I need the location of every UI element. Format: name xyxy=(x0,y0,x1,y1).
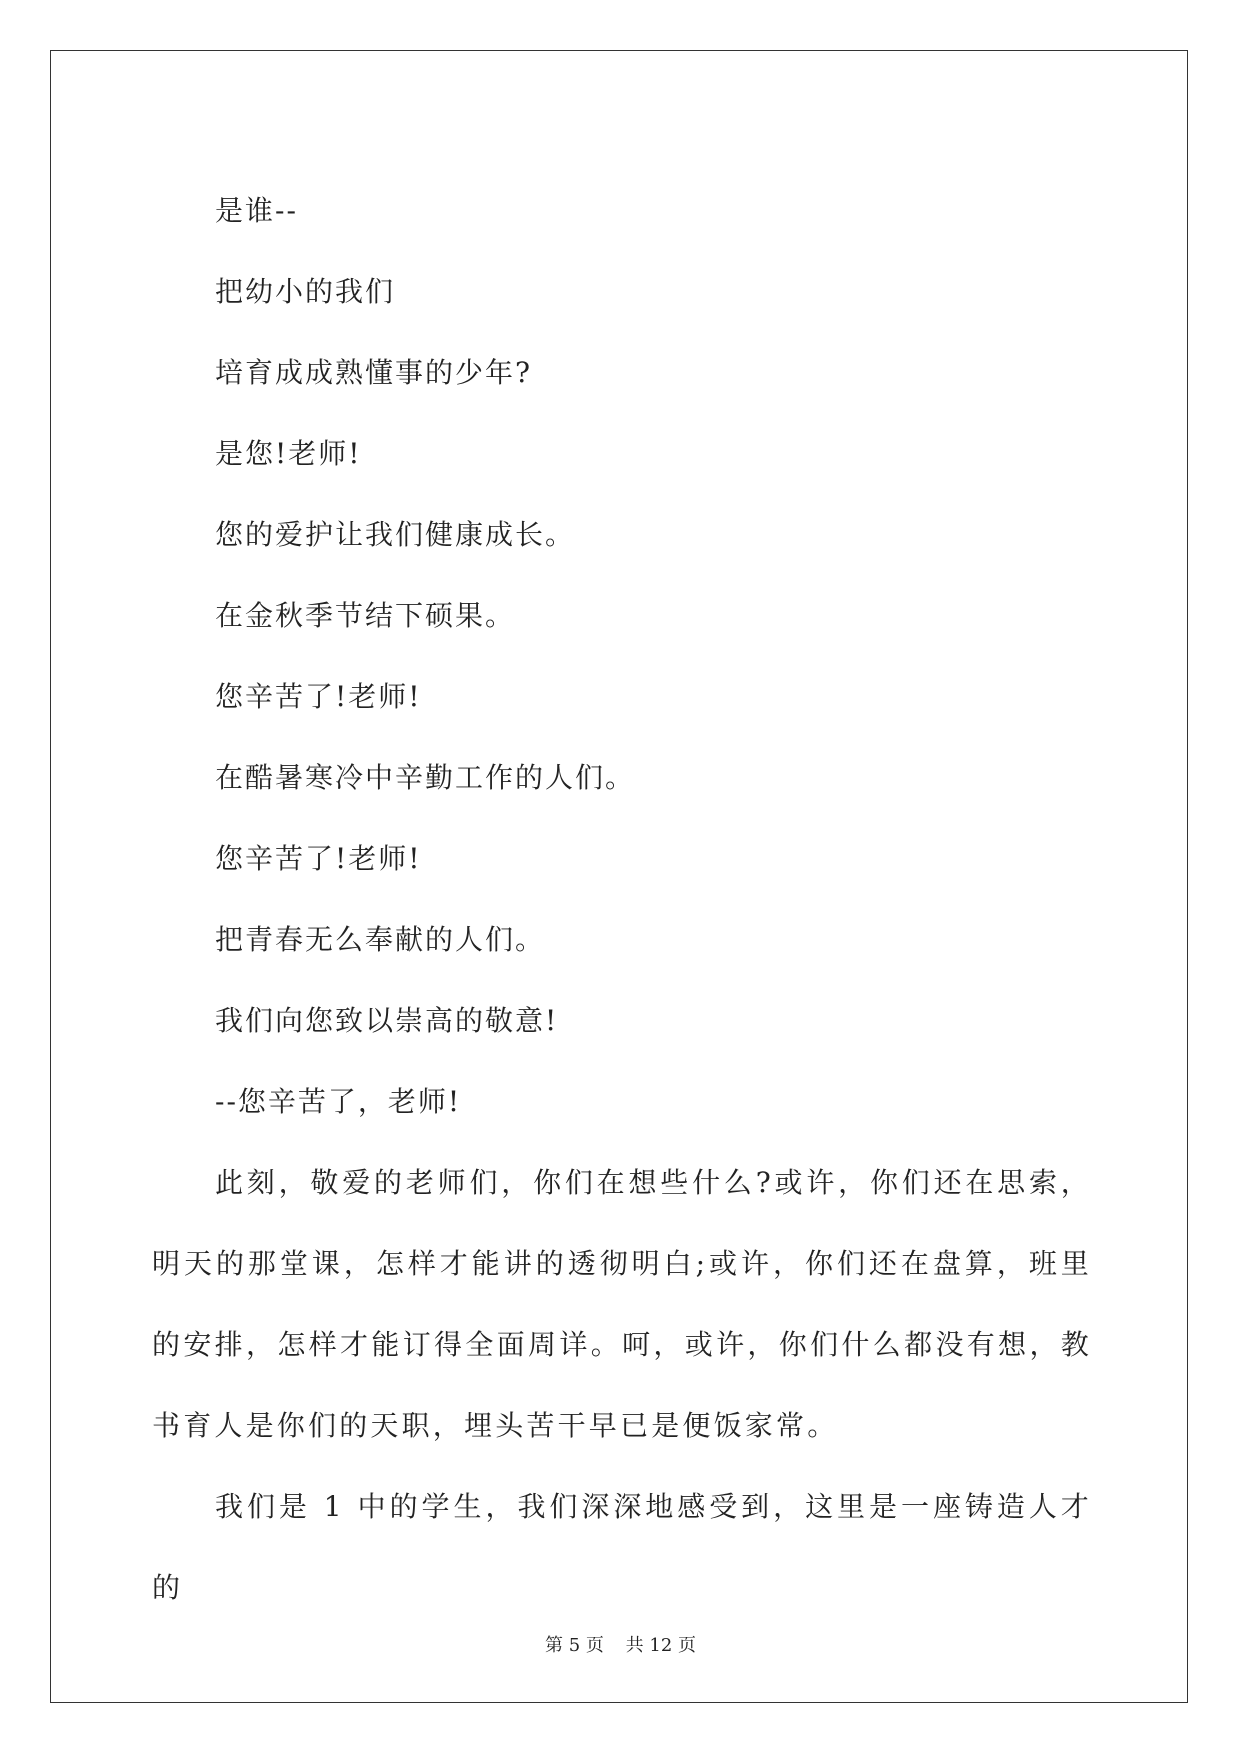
text-line: 我们向您致以崇高的敬意! xyxy=(215,1004,559,1037)
text-line: --您辛苦了，老师! xyxy=(215,1085,462,1118)
text-line: 您辛苦了!老师! xyxy=(215,842,422,875)
text-line: 您辛苦了!老师! xyxy=(215,680,422,713)
page-footer xyxy=(0,1631,1241,1657)
text-line: 把青春无么奉献的人们。 xyxy=(215,923,546,956)
text-line: 是谁-- xyxy=(215,194,298,227)
page-number-current: 第 5 页 xyxy=(545,1635,604,1656)
text-line: 培育成成熟懂事的少年? xyxy=(215,356,533,389)
text-line: 把幼小的我们 xyxy=(215,275,396,308)
text-line: 在酷暑寒冷中辛勤工作的人们。 xyxy=(215,761,636,794)
text-line: 是您!老师! xyxy=(215,437,362,470)
text-line: 您的爱护让我们健康成长。 xyxy=(215,518,576,551)
text-line: 在金秋季节结下硕果。 xyxy=(215,599,516,632)
body-paragraph: 我们是 1 中的学生，我们深深地感受到，这里是一座铸造人才的 xyxy=(152,1490,1092,1604)
body-paragraph: 此刻，敬爱的老师们，你们在想些什么?或许，你们还在思索，明天的那堂课，怎样才能讲的透彻明白;或许，你们还在盘算，班里的安排，怎样才能订得全面周详。呵，或许，你们什么都没有想，教书育人是你们的天职，埋头苦干早已是便饭家常。 xyxy=(152,1166,1092,1442)
page-number-total: 共 12 页 xyxy=(625,1635,696,1656)
document-body xyxy=(152,170,1092,1628)
